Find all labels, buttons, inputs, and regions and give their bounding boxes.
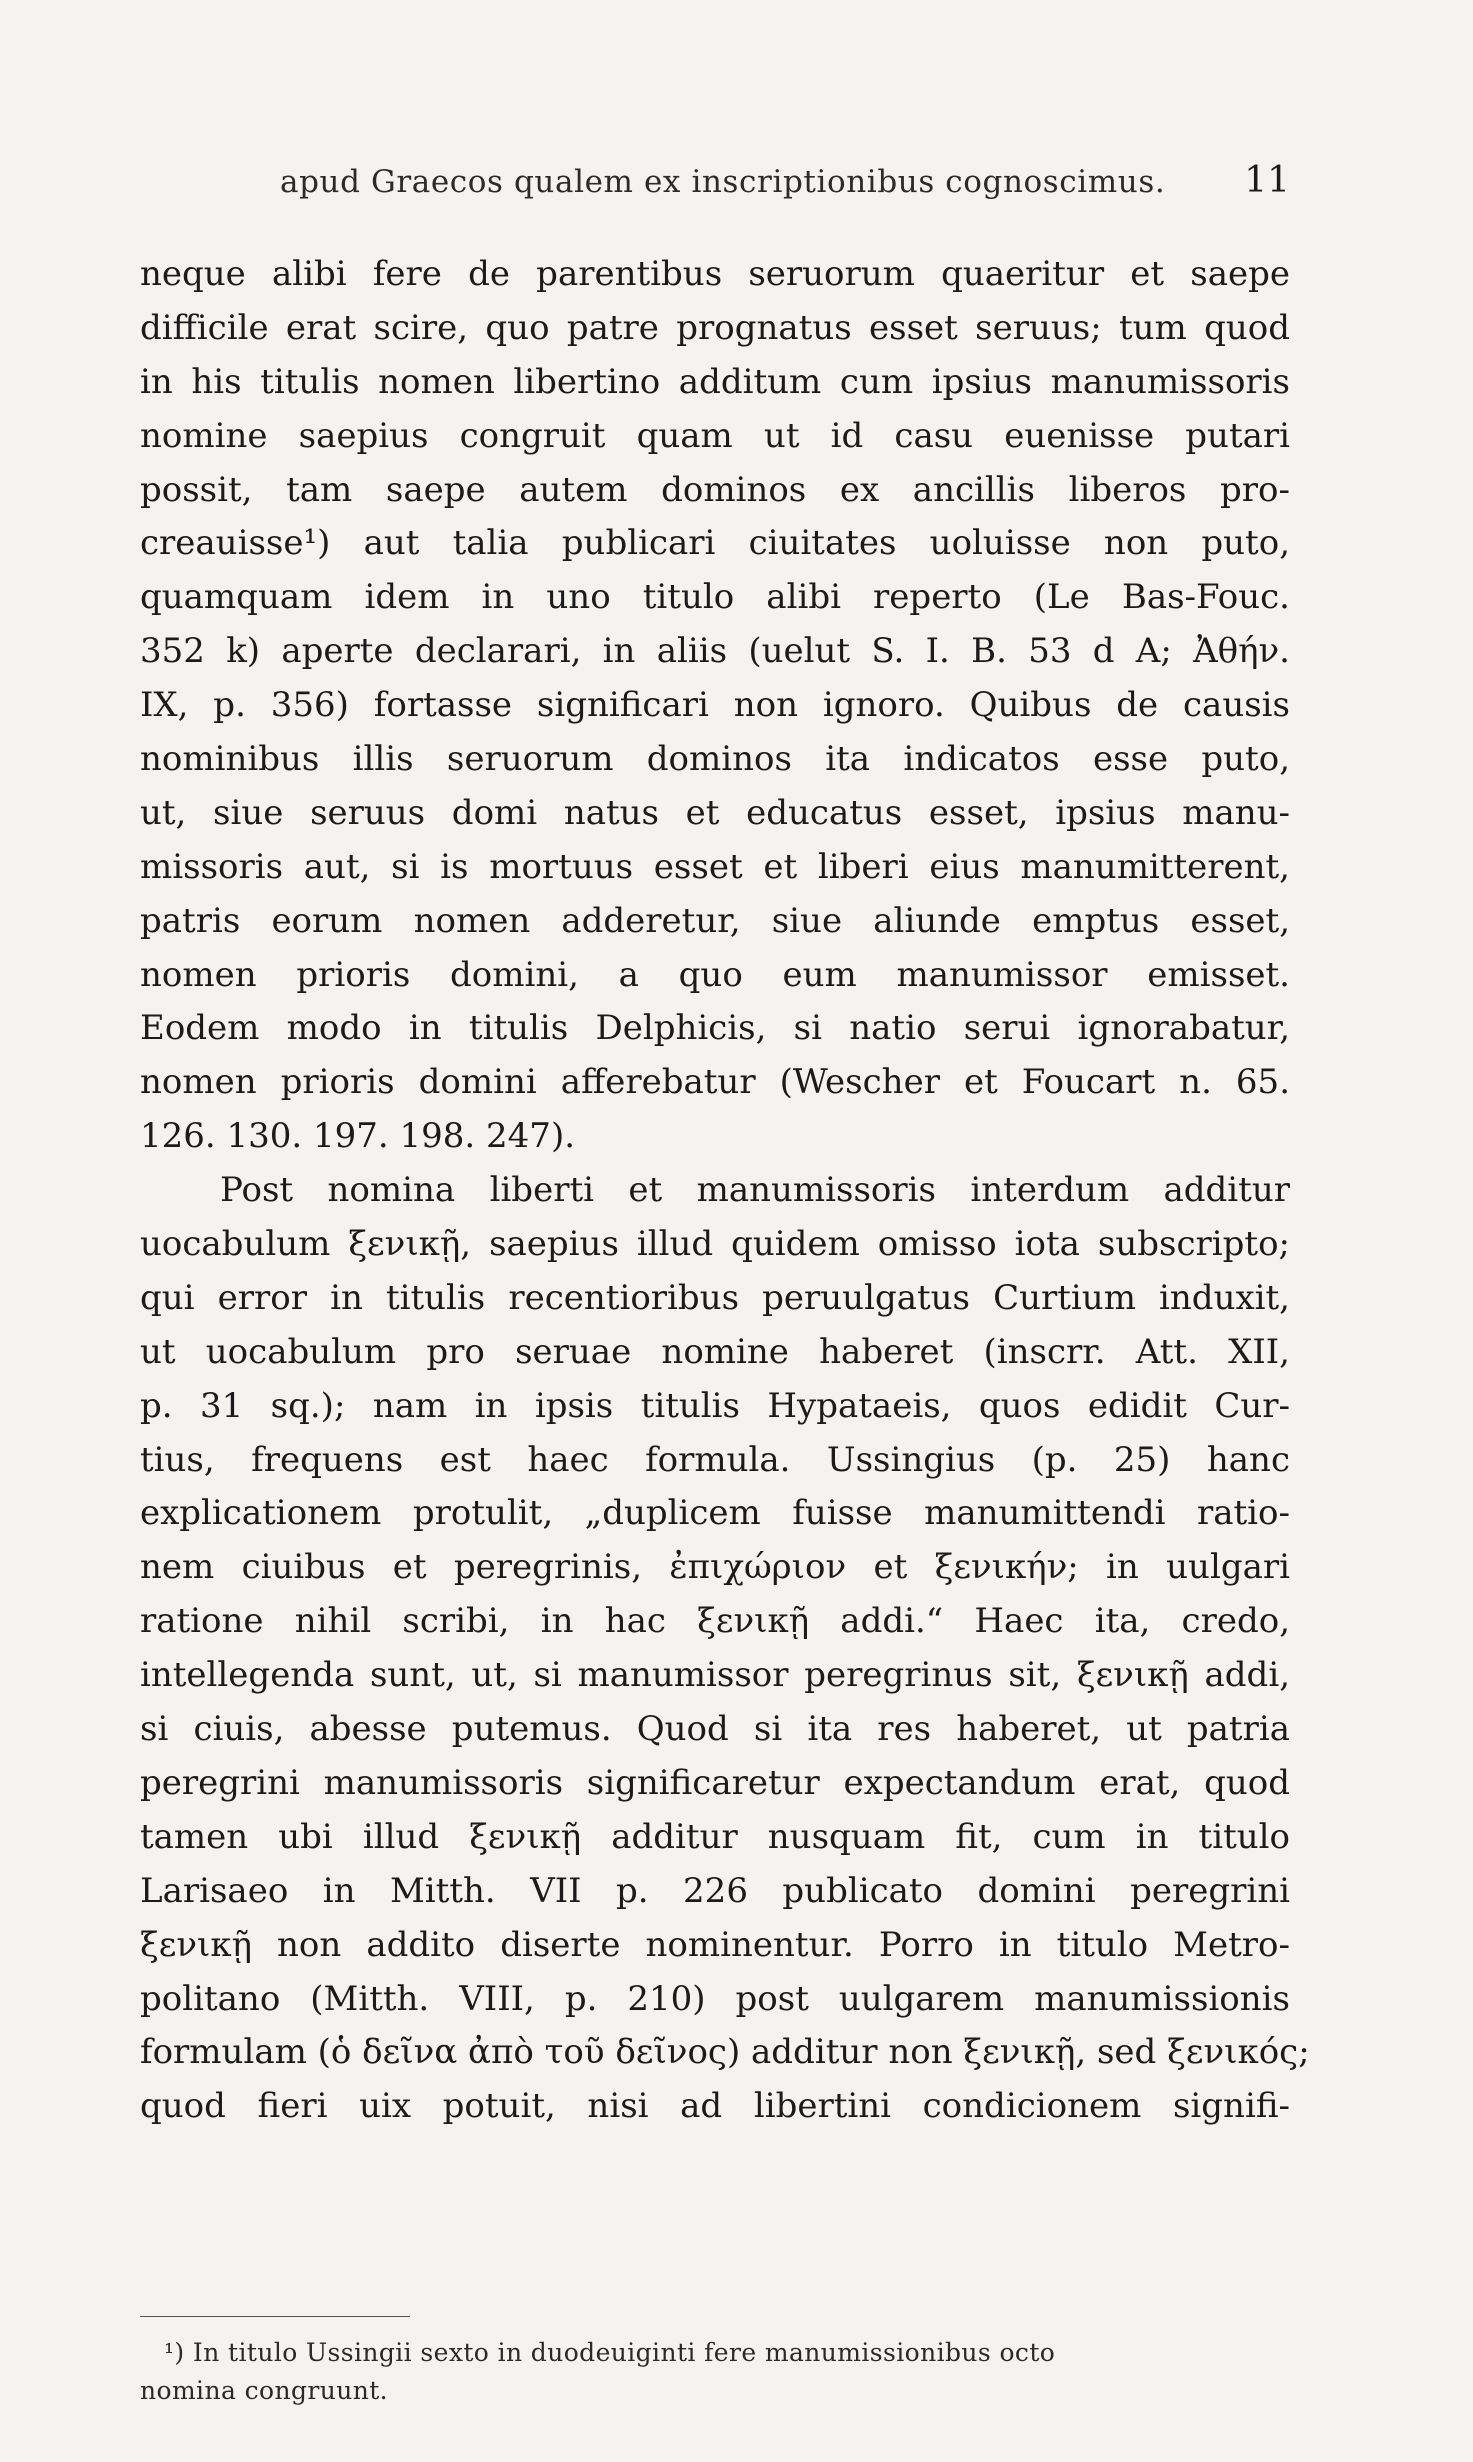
text-line: Eodem modo in titulis Delphicis, si natio serui ignorabatur,: [140, 1008, 1290, 1049]
text-line: qui error in titulis recentioribus peruulgatus Curtium induxit,: [140, 1277, 1290, 1318]
text-line: IX, p. 356) fortasse significari non ignoro. Quibus de causis: [140, 685, 1290, 726]
text-line: formulam (ὁ δεῖνα ἀπὸ τοῦ δεῖνος) additur non ξενικῇ, sed ξενικός;: [140, 2032, 1310, 2073]
text-line: ut, siue seruus domi natus et educatus esset, ipsius manu-: [140, 792, 1290, 833]
text-line: Larisaeo in Mitth. VII p. 226 publicato domini peregrini: [140, 1870, 1290, 1911]
footnote: [140, 2334, 1290, 2410]
text-line: ut uocabulum pro seruae nomine haberet (inscrr. Att. XII,: [140, 1331, 1290, 1372]
page-number: 11: [1244, 160, 1290, 201]
text-line: nomen prioris domini, a quo eum manumissor emisset.: [140, 954, 1290, 995]
text-line: 352 k) aperte declarari, in aliis (uelut S. I. B. 53 d A; Ἀθήν.: [140, 631, 1290, 672]
paragraph-start-line: Post nomina liberti et manumissoris interdum additur: [220, 1170, 1290, 1211]
text-line: difficile erat scire, quo patre prognatus esset seruus; tum quod: [140, 307, 1290, 348]
text-line: si ciuis, abesse putemus. Quod si ita res haberet, ut patria: [140, 1709, 1290, 1750]
page-header: [140, 160, 1290, 210]
text-line: possit, tam saepe autem dominos ex ancillis liberos pro-: [140, 469, 1290, 510]
text-line: ξενικῇ non addito diserte nominentur. Porro in titulo Metro-: [140, 1924, 1290, 1965]
text-line: missoris aut, si is mortuus esset et liberi eius manumitterent,: [140, 846, 1290, 887]
footnote-line: nomina congruunt.: [140, 2376, 389, 2405]
text-line: in his titulis nomen libertino additum cum ipsius manumissoris: [140, 361, 1290, 402]
text-line: creauisse¹) aut talia publicari ciuitates uoluisse non puto,: [140, 523, 1290, 564]
text-line: tius, frequens est haec formula. Ussingius (p. 25) hanc: [140, 1439, 1290, 1480]
text-line: patris eorum nomen adderetur, siue aliunde emptus esset,: [140, 900, 1290, 941]
text-line: nominibus illis seruorum dominos ita indicatos esse puto,: [140, 739, 1290, 780]
text-line: quamquam idem in uno titulo alibi reperto (Le Bas-Fouc.: [140, 577, 1290, 618]
running-head: apud Graecos qualem ex inscriptionibus cognoscimus.: [280, 164, 1166, 200]
paragraph-end-line: 126. 130. 197. 198. 247).: [140, 1116, 576, 1157]
text-line: ratione nihil scribi, in hac ξενικῇ addi.“ Haec ita, credo,: [140, 1601, 1290, 1642]
text-line: politano (Mitth. VIII, p. 210) post uulgarem manumissionis: [140, 1978, 1290, 2019]
footnote-line: ¹) In titulo Ussingii sexto in duodeuiginti fere manumissionibus octo: [164, 2338, 1056, 2367]
text-line: intellegenda sunt, ut, si manumissor peregrinus sit, ξενικῇ addi,: [140, 1655, 1290, 1696]
main-text: [140, 248, 1310, 2134]
text-line: nem ciuibus et peregrinis, ἐπιχώριον et ξενικήν; in uulgari: [140, 1547, 1290, 1588]
text-line: uocabulum ξενικῇ, saepius illud quidem omisso iota subscripto;: [140, 1224, 1290, 1265]
text-line: neque alibi fere de parentibus seruorum quaeritur et saepe: [140, 254, 1290, 294]
text-line: nomen prioris domini afferebatur (Wescher et Foucart n. 65.: [140, 1062, 1290, 1103]
text-line: tamen ubi illud ξενικῇ additur nusquam fit, cum in titulo: [140, 1816, 1290, 1857]
text-line: nomine saepius congruit quam ut id casu euenisse putari: [140, 415, 1290, 456]
footnote-divider: [140, 2316, 410, 2317]
text-line: p. 31 sq.); nam in ipsis titulis Hypataeis, quos edidit Cur-: [140, 1385, 1290, 1426]
text-line: explicationem protulit, „duplicem fuisse manumittendi ratio-: [140, 1493, 1290, 1534]
text-line: peregrini manumissoris significaretur expectandum erat, quod: [140, 1762, 1290, 1803]
text-line: quod fieri uix potuit, nisi ad libertini condicionem signifi-: [140, 2086, 1290, 2127]
